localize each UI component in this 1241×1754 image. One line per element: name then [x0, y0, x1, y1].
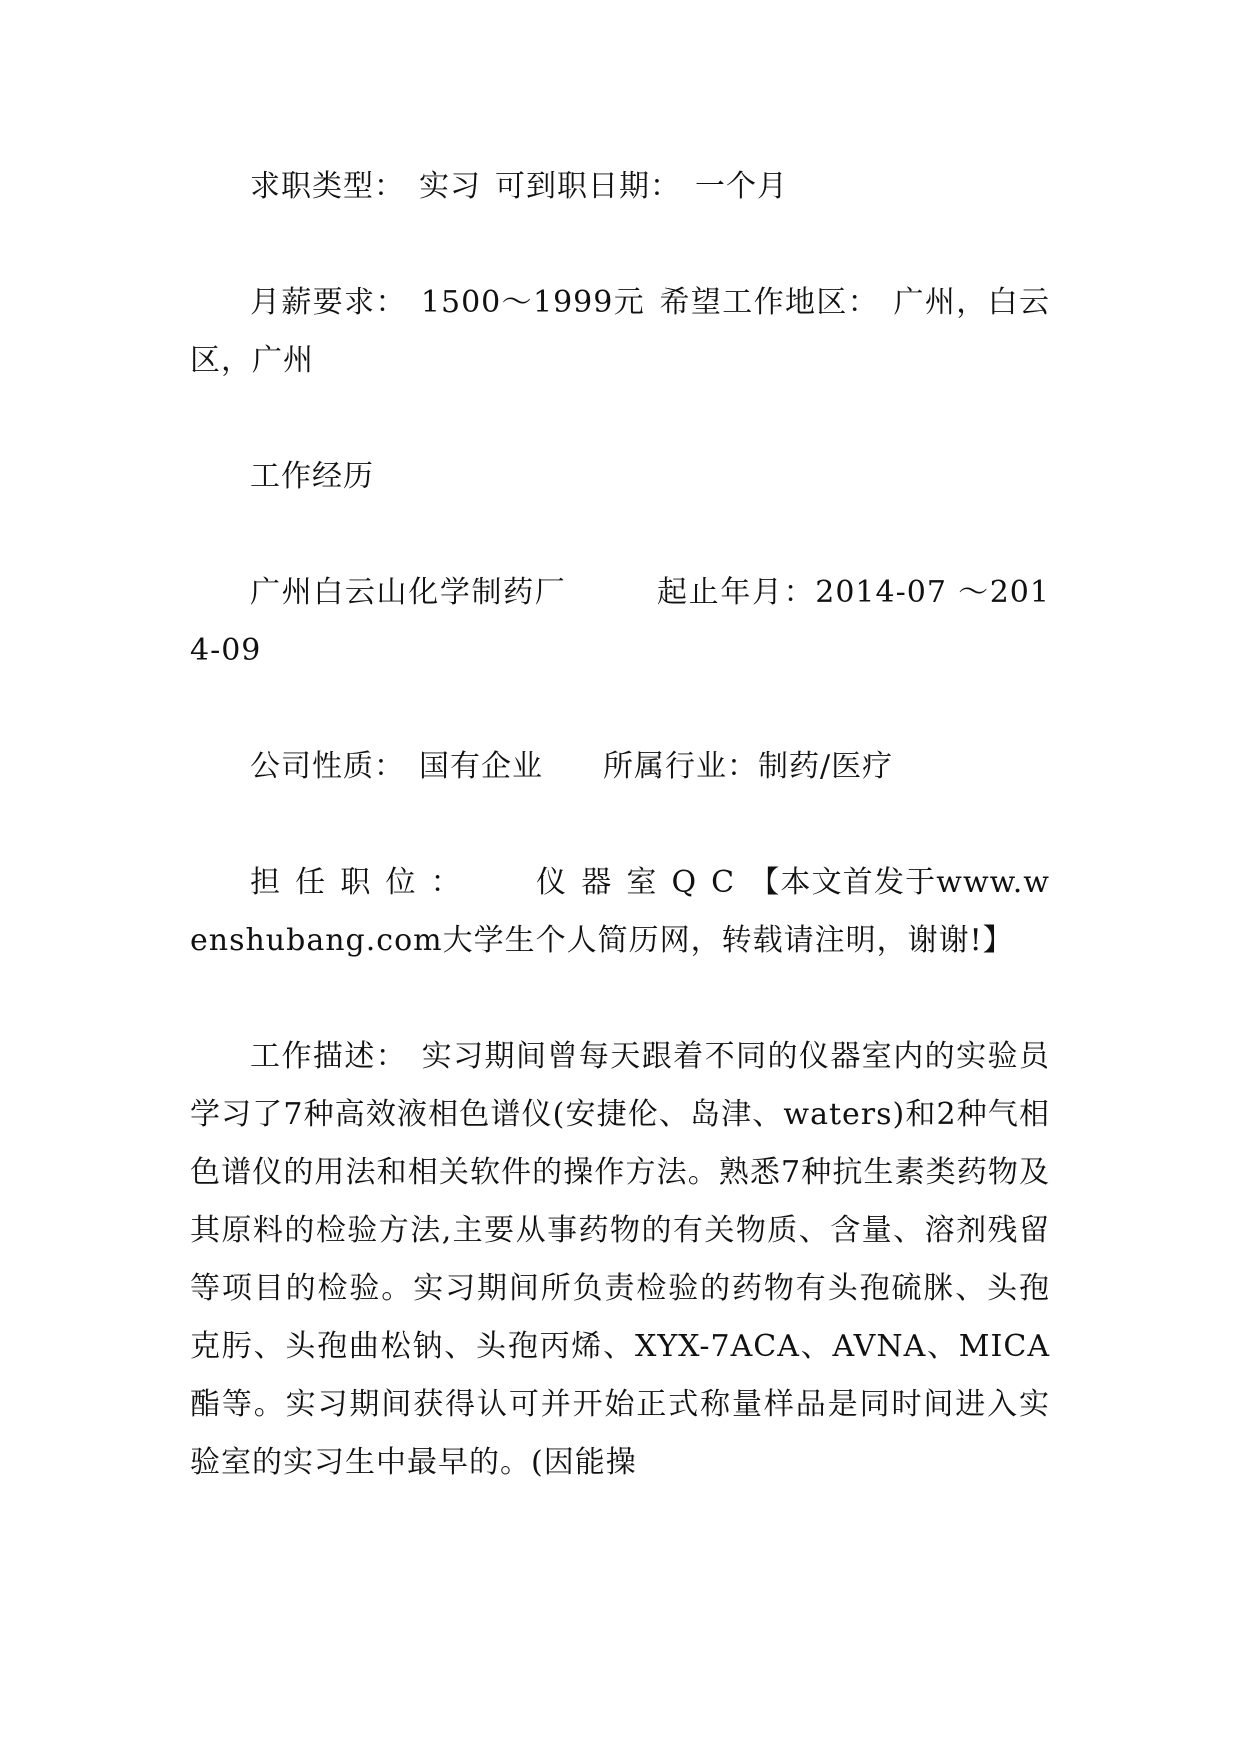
industry-value: 制药/医疗	[758, 749, 894, 784]
description-paragraph	[190, 1028, 1050, 1492]
position-note: 【本文首发于www.wenshubang.com大学生个人简历网，转载请注明，谢谢!】	[190, 865, 1050, 958]
job-type-line	[190, 158, 1050, 216]
description-text: 实习期间曾每天跟着不同的仪器室内的实验员学习了7种高效液相色谱仪(安捷伦、岛津、waters)和2种气相色谱仪的用法和相关软件的操作方法。熟悉7种抗生素类药物及其原料的检验方法,主要从事药物的有关物质、含量、溶剂残留等项目的检验。实习期间所负责检验的药物有头孢硫脒、头孢克肟、头孢曲松钠、头孢丙烯、XYX-7ACA、AVNA、MICA酯等。实习期间获得认可并开始正式称量样品是同时间进入实验室的实习生中最早的。(因能操	[190, 1039, 1051, 1480]
company-name: 广州白云山化学制药厂	[250, 575, 567, 610]
position-value: 仪器室QC	[535, 865, 750, 900]
salary-value: 1500～1999元	[420, 285, 646, 320]
position-label: 担任职位：	[250, 865, 476, 900]
company-line	[190, 564, 1050, 680]
company-info-line	[190, 738, 1050, 796]
region-label: 希望工作地区：	[659, 285, 880, 320]
period-label: 起止年月：	[656, 575, 816, 610]
resume-content	[190, 158, 1050, 1492]
industry-label: 所属行业：	[603, 749, 758, 784]
section-title: 工作经历	[250, 459, 374, 494]
start-date-label: 可到职日期：	[495, 169, 681, 204]
region-value: 广州，白云区，广州	[190, 285, 1051, 378]
salary-line	[190, 274, 1050, 390]
position-line	[190, 854, 1050, 970]
company-nature-label: 公司性质：	[250, 749, 405, 784]
salary-label: 月薪要求：	[250, 285, 407, 320]
company-nature-value: 国有企业	[419, 749, 543, 784]
start-date-value: 一个月	[695, 169, 788, 204]
job-type-value: 实习	[419, 169, 481, 204]
period-value: 2014-07 ～2014-09	[190, 575, 1050, 668]
job-type-label: 求职类型：	[250, 169, 405, 204]
description-label: 工作描述：	[250, 1039, 408, 1074]
